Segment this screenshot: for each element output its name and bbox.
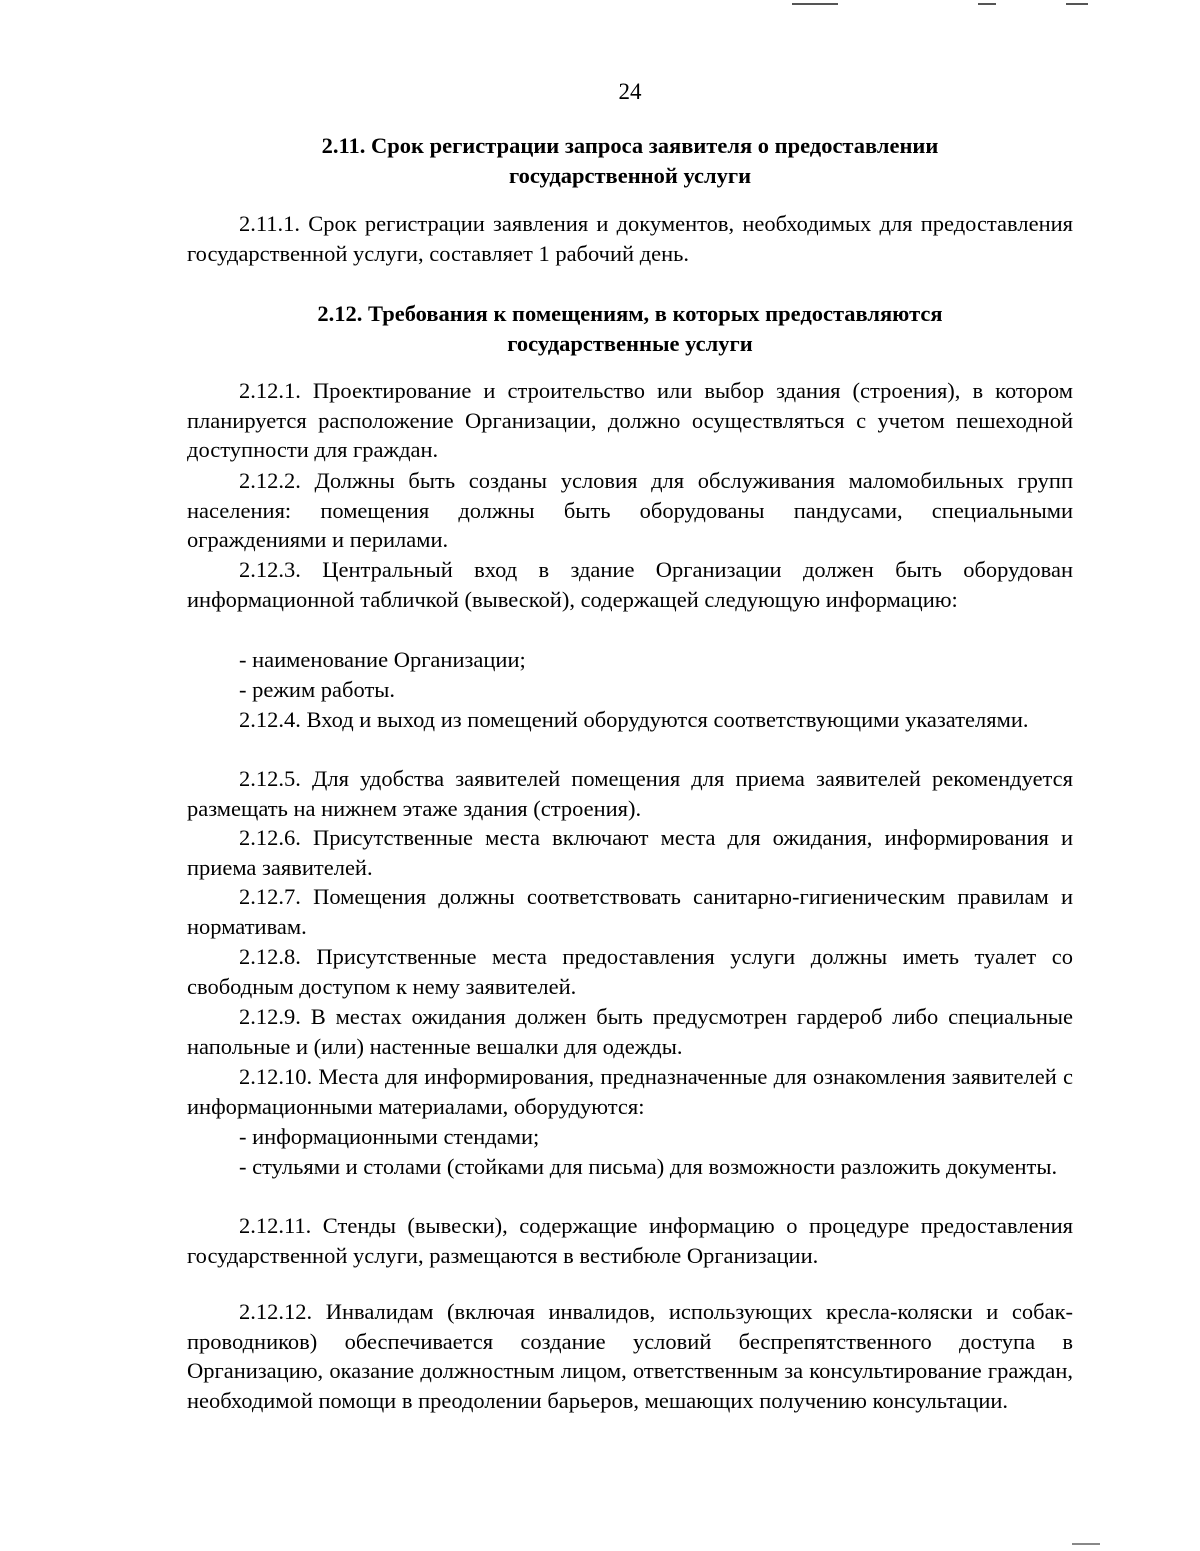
- paragraph-2-11-1: 2.11.1. Срок регистрации заявления и документов, необходимых для предоставления государственной услуги, составляет 1 рабочий день.: [187, 211, 1073, 266]
- paragraph-2-12-8: 2.12.8. Присутственные места предоставления услуги должны иметь туалет со свободным доступом к нему заявителей.: [187, 944, 1073, 999]
- scan-artifact-top-1: [792, 3, 838, 5]
- heading-line: государственной услуги: [508, 163, 752, 188]
- paragraph-2-12-4: 2.12.4. Вход и выход из помещений оборудуются соответствующими указателями.: [239, 707, 1029, 732]
- paragraph-2-12-2: 2.12.2. Должны быть созданы условия для обслуживания маломобильных групп населения: помещения должны быть оборудованы пандусами, специальными ограждениями и перилами.: [187, 468, 1073, 553]
- scan-artifact-top-3: [1066, 3, 1088, 5]
- heading-line: 2.11. Срок регистрации запроса заявителя о предоставлении: [321, 133, 939, 158]
- paragraph-2-12-9: 2.12.9. В местах ожидания должен быть предусмотрен гардероб либо специальные напольные и (или) настенные вешалки для одежды.: [187, 1004, 1073, 1059]
- scan-artifact-top-2: [978, 3, 996, 5]
- heading-line: государственные услуги: [507, 331, 753, 356]
- paragraph-2-12-5: 2.12.5. Для удобства заявителей помещения для приема заявителей рекомендуется размещать на нижнем этаже здания (строения).: [187, 766, 1073, 821]
- paragraph-2-12-10: 2.12.10. Места для информирования, предназначенные для ознакомления заявителей с информационными материалами, оборудуются:: [187, 1064, 1073, 1119]
- paragraph-2-12-3: 2.12.3. Центральный вход в здание Организации должен быть оборудован информационной табличкой (вывеской), содержащей следующую информацию:: [187, 557, 1073, 612]
- section-heading-2-11: [187, 131, 1073, 191]
- paragraph-2-12-7: 2.12.7. Помещения должны соответствовать санитарно-гигиеническим правилам и нормативам.: [187, 884, 1073, 939]
- paragraph-2-12-12: 2.12.12. Инвалидам (включая инвалидов, использующих кресла-коляски и собак-проводников) обеспечивается создание условий беспрепятственного доступа в Организацию, оказание должностным лицом, ответственным за консультирование граждан, необходимой помощи в преодолении барьеров, мешающих получению консультации.: [187, 1299, 1073, 1413]
- section-heading-2-12: [187, 299, 1073, 359]
- heading-line: 2.12. Требования к помещениям, в которых предоставляются: [317, 301, 943, 326]
- list-item-organization-name: - наименование Организации;: [239, 647, 526, 672]
- list-item-chairs-tables: - стульями и столами (стойками для письма) для возможности разложить документы.: [239, 1154, 1058, 1179]
- paragraph-2-12-6: 2.12.6. Присутственные места включают места для ожидания, информирования и приема заявителей.: [187, 825, 1073, 880]
- list-item-work-schedule: - режим работы.: [239, 677, 396, 702]
- paragraph-2-12-1: 2.12.1. Проектирование и строительство или выбор здания (строения), в котором планируется расположение Организации, должно осуществляться с учетом пешеходной доступности для граждан.: [187, 378, 1073, 463]
- scan-artifact-bottom: [1072, 1543, 1100, 1545]
- paragraph-2-12-11: 2.12.11. Стенды (вывески), содержащие информацию о процедуре предоставления государственной услуги, размещаются в вестибюле Организации.: [187, 1213, 1073, 1268]
- page-number: 24: [618, 79, 642, 104]
- list-item-info-stands: - информационными стендами;: [239, 1124, 540, 1149]
